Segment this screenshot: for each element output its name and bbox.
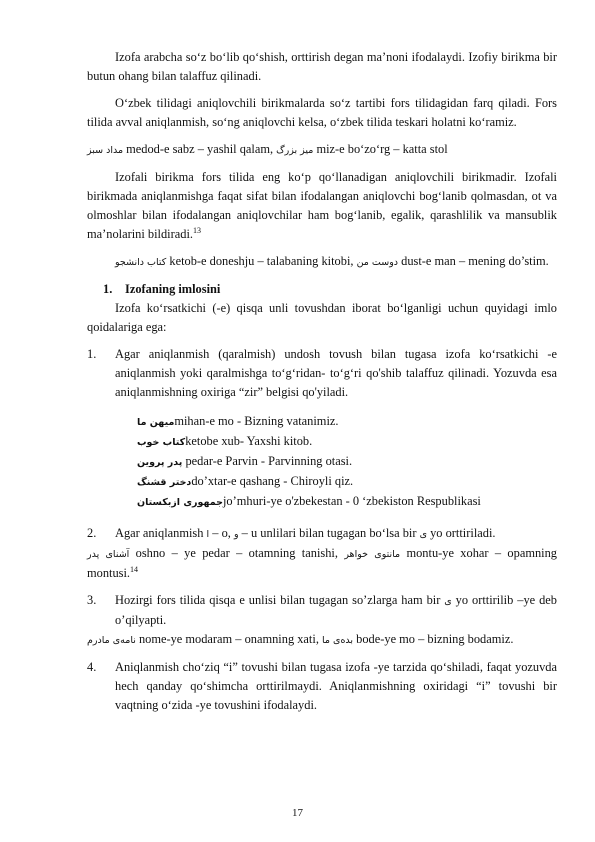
- example-line: دختر قشنگdo’xtar-e qashang - Chiroyli qiz.: [137, 474, 354, 488]
- arabic-script-ketob-doneshju: کتاب دانشجو: [115, 257, 167, 268]
- paragraph-example-ketob: کتاب دانشجو ketob-e doneshju – talabaning kitobi, دوست من dust-e man – mening do’stim.: [115, 254, 549, 268]
- arabic-script-medod-sabz: مداد سبز: [87, 145, 124, 156]
- page-number: 17: [292, 807, 303, 819]
- list-item-2: 2. Agar aniqlanmish ا – o, و – u unlilari bilan tugagan bo‘lsa bir ی yo orttiriladi.: [87, 526, 496, 540]
- footnote-ref-13: 13: [192, 225, 201, 235]
- list-item-1: 1. Agar aniqlanmish (qaralmish) undosh tovush bilan tugasa izofa ko‘rsatkichi -e aniqlanmish yoki qaralmishga to‘g‘ridan- to‘g‘ri qo'shib talaffuz qilinadi. Yozuvda esa aniqlanmishning oxiriga “zir” belgisi qo'yiladi.: [87, 347, 557, 399]
- example-line: پدر پروین pedar-e Parvin - Parvinning otasi.: [137, 454, 353, 468]
- footnote-ref-14: 14: [130, 564, 139, 574]
- arabic-script-nome-modaram: نامه‌ی مادرم: [87, 635, 136, 646]
- example-list: [137, 412, 557, 512]
- example-line: کتاب خوبketobe xub- Yaxshi kitob.: [137, 434, 313, 448]
- paragraph-imlo-rules: Izofa ko‘rsatkichi (-e) qisqa unli tovushdan iborat bo‘lganligi uchun quyidagi imlo qoidalariga ega:: [87, 301, 557, 334]
- arabic-script-bode-mo: بده‌ی ما: [322, 635, 354, 646]
- example-line: میهن ماmihan-e mo - Bizning vatanimiz.: [137, 414, 339, 428]
- arabic-script-oshno-pedar: آشنای پدر: [87, 549, 130, 560]
- paragraph-example-sabz: مداد سبز medod-e sabz – yashil qalam, میز بزرگ miz-e bo‘zo‘rg – katta stol: [87, 142, 448, 156]
- example-line: جمهوری ازبکستانjo’mhuri-ye o'zbekestan - 0 ‘zbekiston Respublikasi: [137, 494, 481, 508]
- page-content: [87, 48, 557, 715]
- paragraph-word-order: O‘zbek tilidagi aniqlovchili birikmalarda so‘z tartibi fors tilidagidan farq qiladi. Fors tilida avval aniqlanmish, so‘ng aniqlovchi kelsa, o‘zbek tilida teskari holatni ko‘ramiz.: [87, 96, 557, 129]
- paragraph-example-nome: نامه‌ی مادرم nome-ye modaram – onamning xati, بده‌ی ما bode-ye mo – bizning bodamiz.: [87, 632, 514, 646]
- paragraph-izofali-birikma: Izofali birikma fors tilida eng ko‘p qo‘llanadigan aniqlovchili birikmadir. Izofali birikmada aniqlanmishga faqat sifat bilan ifodalangan aniqlovchi bog‘lanib qolmasdan, ot va olmoshlar bilan ifodalangan aniqlovchilar ham bog‘lanib, egalik, qarashlilik va mansublik ma’nolarini bildiradi.$^{13}$: [87, 170, 557, 241]
- paragraph-example-oshno: آشنای پدر oshno – ye pedar – otamning tanishi, مانتوی خواهر montu-ye xohar – opamning montusi.$^{14}$: [87, 546, 557, 580]
- section-heading: 1. Izofaning imlosini: [103, 282, 221, 296]
- arabic-script-dust-man: دوست من: [356, 257, 399, 268]
- list-item-3: 3. Hozirgi fors tilida qisqa e unlisi bilan tugagan so’zlarga ham bir ی yo orttirilib –ye deb o’qilyapti.: [87, 593, 557, 627]
- arabic-script-miz-bozorg: میز بزرگ: [276, 145, 314, 156]
- list-item-4: 4. Aniqlanmish cho‘ziq “i” tovushi bilan tugasa izofa -ye tarzida qo‘shiladi, faqat yozuvda hech qanday qo‘shimcha orttirilmaydi. Aniqlanmishning oxiridagi “i” tovushi bir vaqtning o‘zida -ye tovushini ifodalaydi.: [87, 660, 557, 712]
- paragraph-izofa-definition: Izofa arabcha so‘z bo‘lib qo‘shish, orttirish degan ma’noni ifodalaydi. Izofiy birikma bir butun ohang bilan talaffuz qilinadi.: [87, 50, 557, 83]
- arabic-script-montu-xohar: مانتوی خواهر: [344, 549, 401, 560]
